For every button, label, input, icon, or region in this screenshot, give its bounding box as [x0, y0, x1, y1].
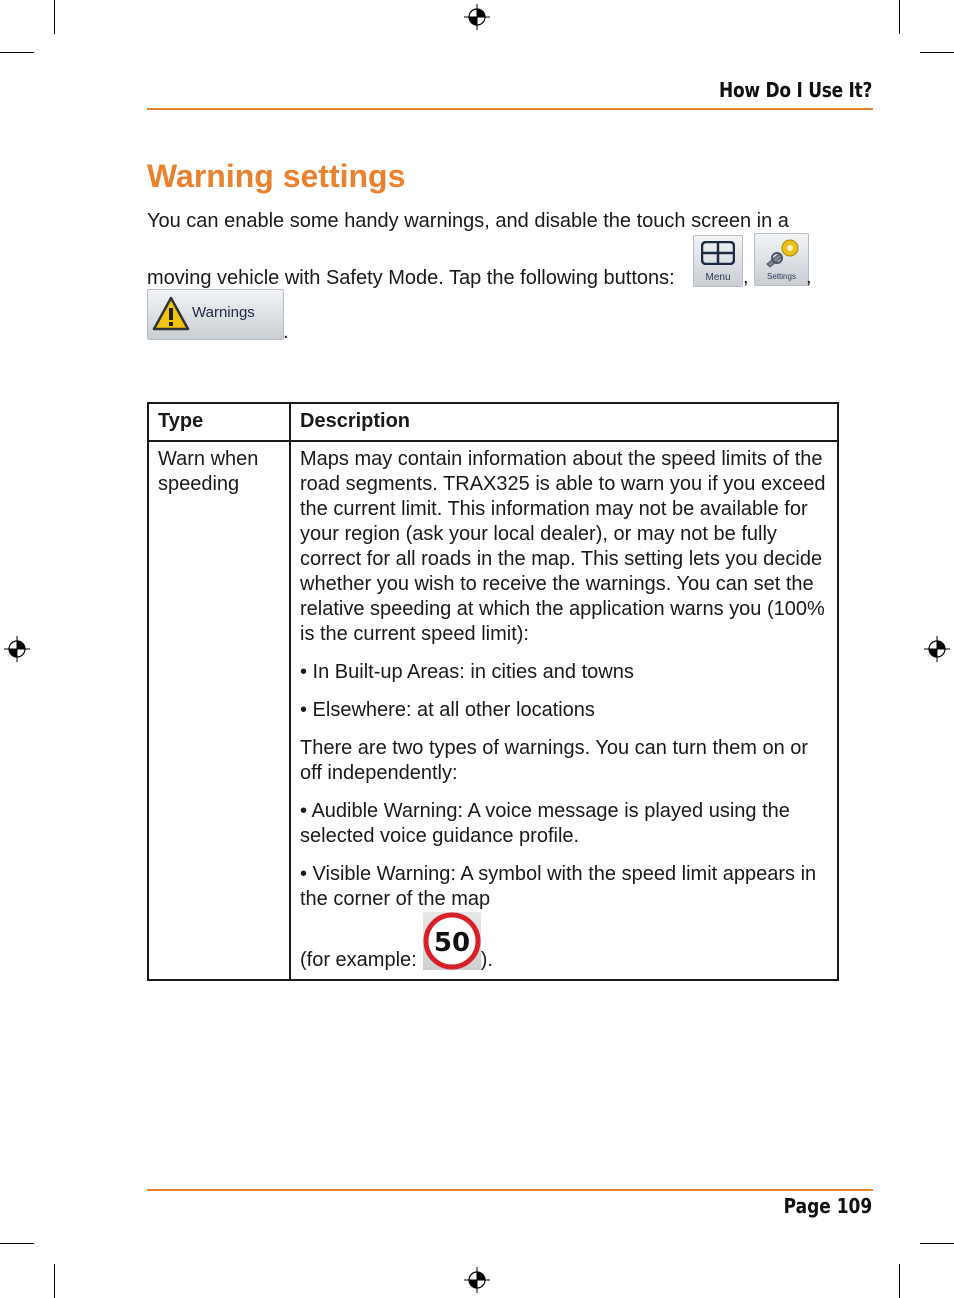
description-bullet: • Audible Warning: A voice message is played using the selected voice guidance profile.	[300, 800, 790, 847]
separator: ,	[806, 266, 812, 288]
warnings-button[interactable]	[147, 289, 284, 340]
table-header-row	[148, 403, 838, 441]
warning-settings-table	[147, 402, 839, 981]
menu-button-label: Menu	[705, 272, 731, 283]
settings-button-label: Settings	[767, 272, 796, 281]
table-row	[148, 441, 838, 980]
crop-mark	[920, 1243, 954, 1244]
intro-line-1: You can enable some handy warnings, and disable the touch screen in a	[147, 210, 789, 232]
registration-mark-icon	[924, 636, 950, 662]
page-number: Page 109	[783, 1194, 872, 1218]
row-description-cell	[290, 441, 838, 980]
page-header-title: How Do I Use It?	[718, 78, 872, 102]
crop-mark	[899, 1264, 900, 1298]
settings-button[interactable]	[754, 233, 809, 286]
warning-triangle-icon	[152, 296, 190, 332]
section-title: Warning settings	[147, 158, 406, 194]
registration-mark-icon	[4, 636, 30, 662]
registration-mark-icon	[464, 4, 490, 30]
separator: ,	[743, 266, 749, 288]
footer-rule	[147, 1189, 873, 1191]
intro-line-2: moving vehicle with Safety Mode. Tap the following buttons:	[147, 267, 675, 289]
registration-mark-icon	[464, 1267, 490, 1293]
description-bullet: • Elsewhere: at all other locations	[300, 699, 595, 721]
description-paragraph: There are two types of warnings. You can turn them on or off independently:	[300, 737, 809, 784]
description-bullet: • In Built-up Areas: in cities and towns	[300, 661, 634, 683]
wrench-icon	[763, 238, 801, 268]
row-type-cell: Warn when speeding	[148, 441, 290, 980]
description-bullet: • Visible Warning: A symbol with the speed limit appears in the corner of the map	[300, 863, 817, 910]
example-prefix: (for example:	[300, 949, 417, 971]
example-line	[300, 912, 828, 973]
crop-mark	[899, 0, 900, 34]
column-header-type: Type	[148, 403, 290, 441]
intro-end-period: .	[283, 321, 289, 343]
crop-mark	[0, 52, 34, 53]
speed-limit-value: 50	[433, 928, 470, 958]
warnings-button-label: Warnings	[192, 304, 255, 321]
menu-button[interactable]	[693, 235, 743, 287]
speed-limit-sign-icon	[423, 912, 481, 970]
crop-mark	[0, 1243, 34, 1244]
crop-mark	[920, 52, 954, 53]
crop-mark	[54, 0, 55, 34]
column-header-description: Description	[290, 403, 838, 441]
grid-icon	[701, 241, 735, 265]
crop-mark	[54, 1264, 55, 1298]
header-rule	[147, 108, 873, 110]
description-paragraph: Maps may contain information about the speed limits of the road segments. TRAX325 is able to warn you if you exceed the current limit. This information may not be available for your region (ask your local dealer), or may not be fully correct for all roads in the map. This setting lets you decide whether you wish to receive the warnings. You can set the relative speeding at which the application warns you (100% is the current speed limit):	[300, 448, 826, 645]
example-suffix: ).	[480, 949, 493, 971]
